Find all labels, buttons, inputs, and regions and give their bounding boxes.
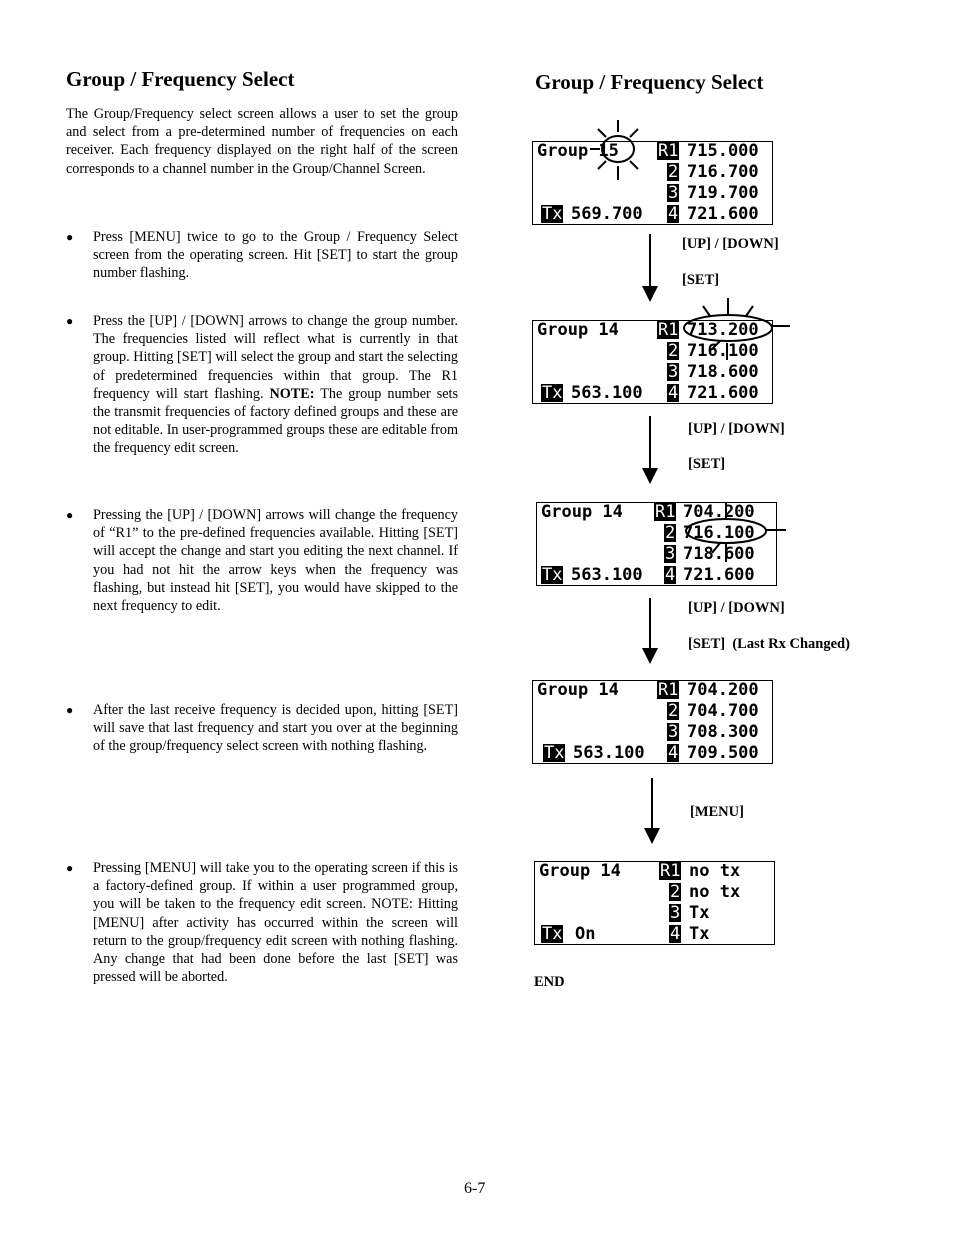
bullet-1-text: Press [MENU] twice to go to the Group / Frequency Select screen from the operating screen. Hit [SET] to start the group number flashing. <box>93 229 458 282</box>
r-label: 3 <box>670 903 681 923</box>
label-up-down: [UP] / [DOWN] <box>682 236 779 252</box>
freq-r2: 716.700 <box>687 162 759 182</box>
bullet-2-note: The group number sets the transmit frequencies of factory defined groups and these are not editable. In user-programmed groups these are editable from the frequency edit screen. <box>93 385 459 457</box>
r-label: R1 <box>655 502 676 522</box>
left-heading: Group / Frequency Select <box>66 67 295 91</box>
flow-arrow <box>649 598 651 648</box>
freq-r4: 721.600 <box>687 204 759 224</box>
page-number: 6-7 <box>464 1180 486 1197</box>
group-label: Group 14 <box>537 680 619 700</box>
r-label: 2 <box>668 162 679 182</box>
right-heading: Group / Frequency Select <box>535 70 764 94</box>
bullet-dot: ● <box>66 703 74 717</box>
tx-freq: On <box>575 924 596 944</box>
freq-r2: 716.100 <box>683 523 755 543</box>
tx-label: Tx <box>544 743 565 763</box>
tx-freq: 563.100 <box>571 565 643 585</box>
r-label: R1 <box>660 861 681 881</box>
freq-r4: 709.500 <box>687 743 759 763</box>
r-label: 4 <box>668 743 679 763</box>
flow-arrow <box>651 778 653 828</box>
freq-r1: 704.200 <box>687 680 759 700</box>
arrow-down-icon <box>642 648 658 664</box>
r-label: 4 <box>665 565 676 585</box>
r-label: 4 <box>670 924 681 944</box>
freq-r1: 715.000 <box>687 141 759 161</box>
bullet-dot: ● <box>66 314 74 328</box>
freq-r2: 704.700 <box>687 701 759 721</box>
r-label: 4 <box>668 383 679 403</box>
label-up-down: [UP] / [DOWN] <box>688 600 785 616</box>
bullet-dot: ● <box>66 508 74 522</box>
arrow-down-icon <box>642 468 658 484</box>
freq-r1: 713.200 <box>687 320 759 340</box>
freq-r2: 716.100 <box>687 341 759 361</box>
freq-r3: Tx <box>689 903 710 923</box>
group-label: Group 14 <box>537 320 619 340</box>
bullet-5-text: Pressing [MENU] will take you to the operating screen if this is a factory-defined group. If within a user programmed group, you will be taken to the frequency edit screen. NOTE: Hitting [MENU] after activity has occurred within the screen will return to the group/frequency edit screen with nothing flashing. Any change that had been done before the last [SET] was pressed will be aborted. <box>93 860 458 986</box>
flow-arrow <box>649 416 651 470</box>
r-label: 3 <box>665 544 676 564</box>
arrow-down-icon <box>642 286 658 302</box>
r-label: 2 <box>665 523 676 543</box>
label-end: END <box>534 974 565 990</box>
arrow-down-icon <box>644 828 660 844</box>
bullet-dot: ● <box>66 861 74 875</box>
tx-freq: 563.100 <box>573 743 645 763</box>
r-label: 3 <box>668 722 679 742</box>
tx-label: Tx <box>542 565 563 585</box>
r-label: 4 <box>668 204 679 224</box>
bullet-4-text: After the last receive frequency is decided upon, hitting [SET] will save that last frequency and start you over at the beginning of the group/frequency select screen with nothing flashing. <box>93 702 458 755</box>
flow-arrow <box>649 234 651 288</box>
group-label: Group 14 <box>539 861 621 881</box>
bullet-dot: ● <box>66 230 74 244</box>
freq-r3: 708.300 <box>687 722 759 742</box>
freq-r3: 718.600 <box>687 362 759 382</box>
label-menu: [MENU] <box>690 804 744 820</box>
r-label: 2 <box>670 882 681 902</box>
intro-paragraph: The Group/Frequency select screen allows a user to set the group and select from a pre-determined number of frequencies on each receiver. Each frequency displayed on the right half of the screen corresponds to a channel number in the Group/Channel Screen. <box>66 106 458 177</box>
freq-r3: 718.600 <box>683 544 755 564</box>
r-label: R1 <box>658 320 679 340</box>
freq-r1: no tx <box>689 861 741 881</box>
group-label: Group 14 <box>541 502 623 522</box>
tx-label: Tx <box>542 204 563 224</box>
tx-label: Tx <box>542 383 563 403</box>
bullet-3-text: Pressing the [UP] / [DOWN] arrows will change the frequency of “R1” to the pre-defined frequencies available. Hitting [SET] will accept the change and start you editing the next channel. If you had not hit the arrow keys when the frequency was flashing, but instead hit [SET], you would have skipped to the next frequency to edit. <box>93 507 458 615</box>
label-up-down: [UP] / [DOWN] <box>688 421 785 437</box>
freq-r4: 721.600 <box>687 383 759 403</box>
tx-freq: 569.700 <box>571 204 643 224</box>
r-label: R1 <box>658 680 679 700</box>
tx-freq: 563.100 <box>571 383 643 403</box>
flash-burst-icon <box>590 120 790 562</box>
tx-label: Tx <box>542 924 563 944</box>
freq-r2: no tx <box>689 882 741 902</box>
freq-r3: 719.700 <box>687 183 759 203</box>
r-label: 3 <box>668 362 679 382</box>
note-label: NOTE: <box>269 385 315 402</box>
label-set: [SET] <box>688 456 726 472</box>
group-label: Group 15 <box>537 141 619 161</box>
label-set-last: [SET] (Last Rx Changed) <box>688 636 850 652</box>
freq-r1: 704.200 <box>683 502 755 522</box>
label-set: [SET] <box>682 272 720 288</box>
r-label: 2 <box>668 341 679 361</box>
bullet-2-main: Press the [UP] / [DOWN] arrows to change the group number. The frequencies listed will reflect what is currently in that group. Hitting [SET] will select the group and start the selecting of predetermined frequencies within that group. The R1 frequency will start flashing. <box>93 313 458 402</box>
r-label: 2 <box>668 701 679 721</box>
r-label: 3 <box>668 183 679 203</box>
r-label: R1 <box>658 141 679 161</box>
freq-r4: Tx <box>689 924 710 944</box>
freq-r4: 721.600 <box>683 565 755 585</box>
